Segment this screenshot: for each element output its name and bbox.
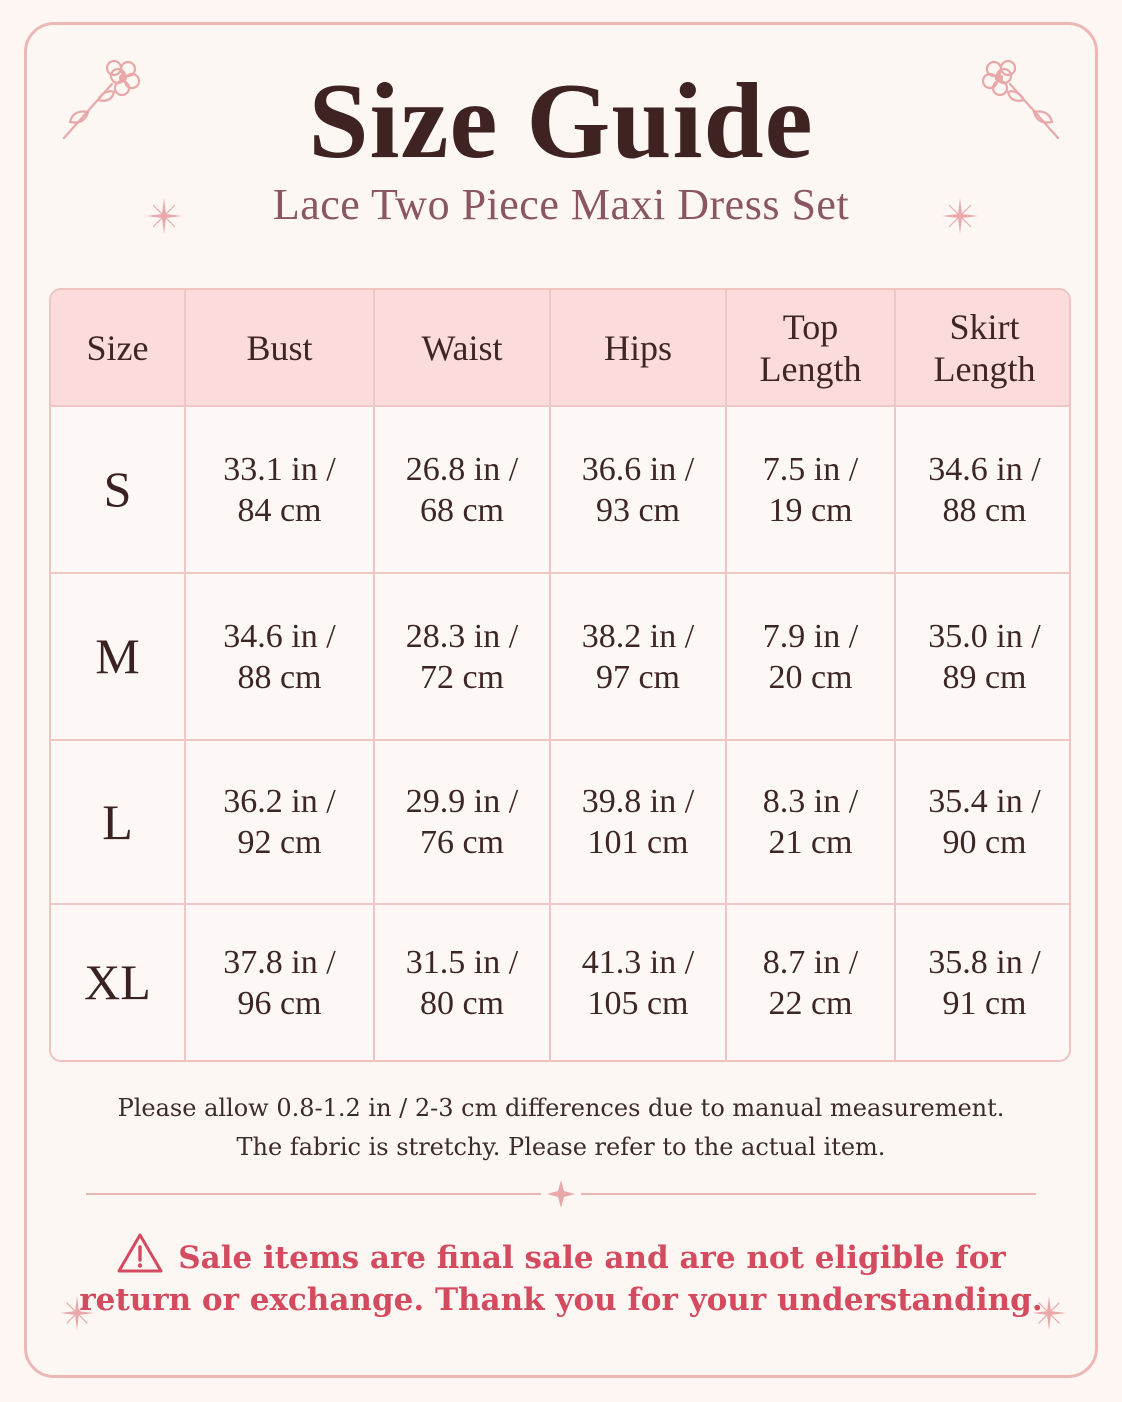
sale-warning-line-1: Sale items are final sale and are not eligible for [0, 1232, 1122, 1276]
divider [86, 1180, 1036, 1208]
table-cell: 8.3 in / 21 cm [726, 740, 895, 904]
table-cell: 35.4 in / 90 cm [895, 740, 1071, 904]
table-cell: 35.8 in / 91 cm [928, 943, 1041, 1022]
column-header-skirt-length: Skirt Length [895, 290, 1071, 406]
column-header-bust: Bust [185, 290, 374, 406]
table-cell: 7.9 in / 20 cm [726, 573, 895, 740]
table-cell: 26.8 in / 68 cm [374, 406, 550, 573]
table-cell: 31.5 in / 80 cm [374, 904, 550, 1060]
column-header-top-length: Top Length [726, 290, 895, 406]
column-header-hips: Hips [550, 290, 726, 406]
table-header-row [51, 290, 1071, 406]
table-cell: 34.6 in / 88 cm [185, 573, 374, 740]
table-cell: 36.2 in / 92 cm [185, 740, 374, 904]
measurement-note: Please allow 0.8-1.2 in / 2-3 cm differences due to manual measurement. [117, 1094, 1005, 1122]
sparkle-icon [547, 1180, 575, 1208]
size-label: M [51, 573, 185, 740]
size-label: S [51, 406, 185, 573]
fabric-note: The fabric is stretchy. Please refer to the actual item. [236, 1133, 886, 1161]
size-label: L [51, 740, 185, 904]
size-label: XL [51, 904, 185, 1060]
page-subtitle: Lace Two Piece Maxi Dress Set [272, 180, 850, 229]
warning-triangle-icon [116, 1232, 164, 1274]
table-row [51, 904, 1071, 1060]
table-cell: 37.8 in / 96 cm [185, 904, 374, 1060]
page-title: Size Guide [308, 62, 814, 181]
table-row [51, 573, 1071, 740]
table-cell: 28.3 in / 72 cm [374, 573, 550, 740]
table-row [51, 406, 1071, 573]
sale-warning-line-2: return or exchange. Thank you for your understanding. [79, 1282, 1043, 1318]
table-cell: 33.1 in / 84 cm [185, 406, 374, 573]
table-cell: 7.5 in / 19 cm [726, 406, 895, 573]
table-cell: 36.6 in / 93 cm [550, 406, 726, 573]
table-cell: 41.3 in / 105 cm [550, 904, 726, 1060]
table-cell: 35.0 in / 89 cm [895, 573, 1071, 740]
table-row [51, 740, 1071, 904]
table-cell: 39.8 in / 101 cm [550, 740, 726, 904]
size-table [49, 288, 1071, 1062]
column-header-size: Size [51, 290, 185, 406]
table-cell: 8.7 in / 22 cm [726, 904, 895, 1060]
table-cell: 38.2 in / 97 cm [550, 573, 726, 740]
table-cell: 29.9 in / 76 cm [374, 740, 550, 904]
table-cell: 34.6 in / 88 cm [895, 406, 1071, 573]
column-header-waist: Waist [374, 290, 550, 406]
